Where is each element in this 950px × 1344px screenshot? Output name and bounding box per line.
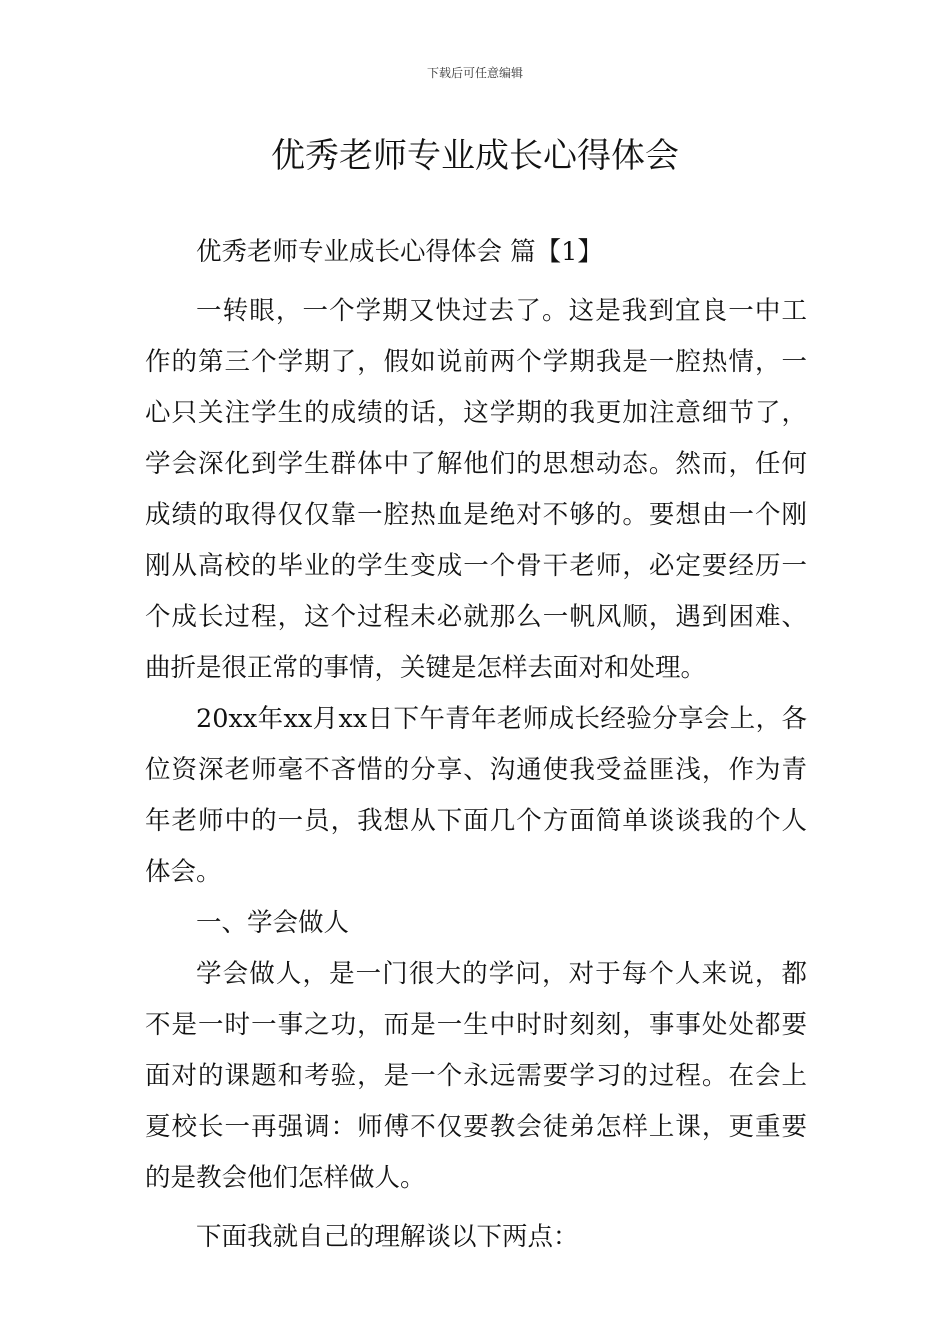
body-paragraph: 一转眼，一个学期又快过去了。这是我到宜良一中工作的第三个学期了，假如说前两个学期我是一腔热情，一心只关注学生的成绩的话，这学期的我更加注意细节了，学会深化到学生群体中了解他们的思想动态。然而，任何成绩的取得仅仅靠一腔热血是绝对不够的。要想由一个刚刚从高校的毕业的学生变成一个骨干老师，必定要经历一个成长过程，这个过程未必就那么一帆风顺，遇到困难、曲折是很正常的事情，关键是怎样去面对和处理。 [145,296,807,683]
body-paragraph: 20xx年xx月xx日下午青年老师成长经验分享会上，各位资深老师毫不吝惜的分享、沟通使我受益匪浅，作为青年老师中的一员，我想从下面几个方面简单谈谈我的个人体会。 [145,704,807,887]
document-body [145,227,807,1263]
section-heading: 优秀老师专业成长心得体会 篇【1】 [196,237,603,267]
document-title: 优秀老师专业成长心得体会 [271,136,679,176]
body-paragraph: 学会做人，是一门很大的学问，对于每个人来说，都不是一时一事之功，而是一生中时时刻刻，事事处处都要面对的课题和考验，是一个永远需要学习的过程。在会上夏校长一再强调：师傅不仅要教会徒弟怎样上课，更重要的是教会他们怎样做人。 [145,959,807,1193]
header-note: 下载后可任意编辑 [426,66,523,80]
subsection-heading: 一、学会做人 [196,908,350,938]
body-paragraph: 下面我就自己的理解谈以下两点： [196,1222,579,1252]
